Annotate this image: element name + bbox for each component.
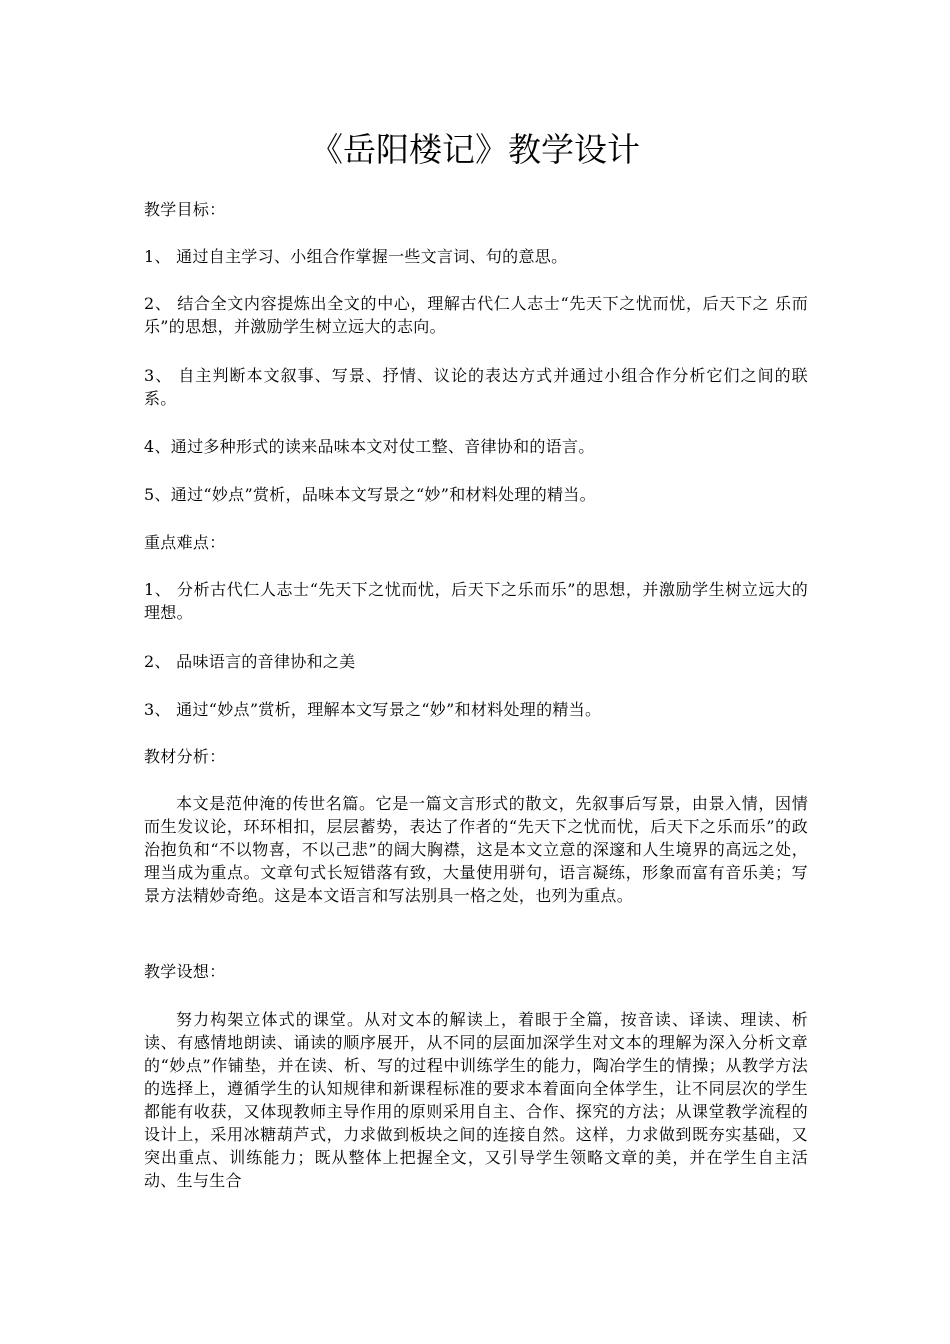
analysis-heading: 教材分析：: [144, 747, 226, 766]
document-title: 《岳阳楼记》教学设计: [310, 130, 640, 169]
key-point-item-1: 1、 分析古代仁人志士“先天下之忧而忧，后天下之乐而乐”的思想，并激励学生树立远大的理想。: [144, 580, 808, 622]
objective-item-2: 2、 结合全文内容提炼出全文的中心，理解古代仁人志士“先天下之忧而忧，后天下之 乐而乐”的思想，并激励学生树立远大的志向。: [144, 294, 808, 336]
objective-item-5: 5、通过“妙点”赏析，品味本文写景之“妙”和材料处理的精当。: [144, 485, 596, 504]
design-body: 努力构架立体式的课堂。从对文本的解读上，着眼于全篇，按音读、译读、理读、析读、有感情地朗读、诵读的顺序展开，从不同的层面加深学生对文本的理解为深入分析文章的“妙点”作铺垫，并在读、析、写的过程中训练学生的能力，陶冶学生的情操；从教学方法的选择上，遵循学生的认知规律和新课程标准的要求本着面向全体学生，让不同层次的学生都能有收获，又体现教师主导作用的原则采用自主、合作、探究的方法；从课堂教学流程的设计上，采用冰糖葫芦式，力求做到板块之间的连接自然。这样，力求做到既夯实基础，又突出重点、训练能力；既从整体上把握全文，又引导学生领略文章的美，并在学生自主活动、生与生合: [144, 1010, 808, 1190]
analysis-body: 本文是范仲淹的传世名篇。它是一篇文言形式的散文，先叙事后写景，由景入情，因情而生发议论，环环相扣，层层蓄势，表达了作者的“先天下之忧而忧，后天下之乐而乐”的政治抱负和“不以物喜，不以己悲”的阔大胸襟，这是本文立意的深邃和人生境界的高远之处，理当成为重点。文章句式长短错落有致，大量使用骈句，语言凝练，形象而富有音乐美；写景方法精妙奇绝。这是本文语言和写法别具一格之处，也列为重点。: [144, 794, 808, 905]
objective-item-1: 1、 通过自主学习、小组合作掌握一些文言词、句的意思。: [144, 247, 568, 266]
objective-item-4: 4、通过多种形式的读来品味本文对仗工整、音律协和的语言。: [144, 437, 595, 456]
objectives-heading: 教学目标：: [144, 200, 226, 219]
key-point-item-2: 2、 品味语言的音律协和之美: [144, 652, 356, 671]
design-heading: 教学设想：: [144, 962, 226, 981]
objective-item-3: 3、 自主判断本文叙事、写景、抒情、议论的表达方式并通过小组合作分析它们之间的联系。: [144, 366, 808, 408]
key-point-item-3: 3、 通过“妙点”赏析，理解本文写景之“妙”和材料处理的精当。: [144, 700, 602, 719]
key-points-heading: 重点难点：: [144, 533, 226, 552]
